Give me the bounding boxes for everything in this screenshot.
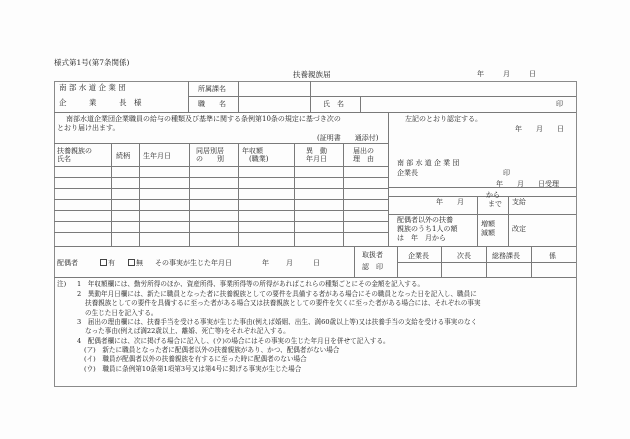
header-relation: 続柄 (116, 152, 130, 160)
table-row[interactable] (55, 178, 388, 188)
note-2-cont2: の生じた日を記入する。 (85, 309, 158, 317)
seal-box-staff[interactable] (532, 263, 575, 276)
received-date: 年 月 日受理 (496, 180, 559, 188)
period-ym: 年 月 (436, 198, 464, 206)
other-dependent-l1: 配偶者以外の扶養 (397, 216, 453, 224)
date-year-label: 年 (477, 70, 484, 78)
note-1: 1 年収額欄には、勤労所得のほか、資産所得、事業所得等の所得があればこれらの種類ごとにその金額を記入する。 (77, 280, 425, 288)
approval-text: 左記のとおり認定する。 (405, 115, 482, 123)
approval-seal: 印 (503, 169, 510, 177)
spouse-event-label: その事実が生じた年月日 (155, 259, 232, 267)
statement-line2: とおり届け出ます。 (57, 124, 120, 132)
position-field[interactable] (239, 97, 309, 111)
payment-label: 支給 (512, 198, 526, 206)
handler-col-director: 企業長 (408, 252, 429, 260)
spouse-yes-checkbox[interactable] (100, 259, 107, 266)
page-title: 扶養親族届 (293, 70, 331, 79)
applicant-seal-label: 印 (556, 100, 563, 108)
from-label: から (486, 191, 500, 199)
note-4-i: (イ) 職員が配偶者以外の扶養親族を有するに至った時に配偶者のない場合 (84, 355, 307, 363)
to-label: まで (488, 200, 502, 208)
note-2-cont: 扶養親族としての要件を具備するに至った者がある場合又は扶養親族としての要件を欠くに至った者がある場合には、それぞれの事実 (85, 299, 481, 307)
date-month-label: 月 (503, 70, 510, 78)
applicant-extra-field[interactable] (311, 82, 575, 95)
increase-label: 増額 (481, 220, 495, 228)
handler-col-deputy: 次長 (457, 252, 471, 260)
header-birthdate: 生年月日 (143, 152, 171, 160)
form-number: 様式第1号(第7条関係) (54, 58, 130, 67)
header-reason: 届出の 理 由 (353, 147, 374, 164)
seal-box-deputy[interactable] (442, 263, 485, 276)
handler-seal-label: 認 印 (362, 263, 383, 271)
statement-line1: 南部水道企業団企業職員の給与の種類及び基準に関する条例第10条の規定に基づき次の (66, 115, 341, 123)
date-day-label: 日 (529, 70, 536, 78)
dept-label: 所属課名 (198, 85, 226, 93)
spouse-event-year: 年 (262, 259, 269, 267)
table-row[interactable] (55, 222, 388, 232)
dept-field[interactable] (239, 82, 309, 95)
header-name: 扶養親族の 氏名 (57, 147, 92, 164)
seal-box-director[interactable] (398, 263, 440, 276)
revise-label: 改定 (512, 225, 526, 233)
position-label: 職 名 (198, 100, 226, 108)
note-3: 3 届出の理由欄には、扶養手当を受ける事実が生じた事由(例えば婚姻、出生、満60歳以上等)又は扶養手当の支給を受ける事実のなく (77, 318, 478, 326)
note-4-a: (ア) 新たに職員となった者に配偶者以外の扶養親族があり、かつ、配偶者がない場合 (84, 346, 340, 354)
note-3-cont: なった事由(例えば満22歳以上、離婚、死亡等)をそれぞれ記入する。 (85, 327, 290, 335)
approval-org: 南 部 水 道 企 業 団 (397, 159, 460, 167)
table-row[interactable] (55, 233, 388, 246)
addressee-title: 企 業 長 様 (59, 98, 142, 107)
table-row[interactable] (55, 211, 388, 221)
table-row[interactable] (55, 189, 388, 199)
decrease-label: 減額 (481, 229, 495, 237)
handler-col-general-affairs: 総務課長 (492, 252, 520, 260)
handler-label: 取扱者 (362, 251, 383, 259)
approval-title: 企業長 (397, 169, 418, 177)
spouse-no-option[interactable]: 無 (128, 259, 143, 267)
spouse-event-day: 日 (313, 259, 320, 267)
note-4: 4 配偶者欄には、次に掲げる場合に記入し、(ウ)の場合にはその事実の生じた年月日を併せて記入する。 (77, 337, 390, 345)
handler-col-staff: 係 (549, 252, 556, 260)
note-4-u: (ウ) 職員に条例第10条第1項第3号又は第4号に掲げる事実が生じた場合 (84, 365, 302, 373)
table-row[interactable] (55, 167, 388, 177)
table-row[interactable] (55, 200, 388, 210)
name-label: 氏 名 (323, 100, 344, 108)
other-dependent-l3: は 年 月から (397, 234, 446, 242)
approval-date: 年 月 日 (515, 125, 564, 133)
spouse-event-month: 月 (286, 259, 293, 267)
header-income: 年収額 (職業) (242, 147, 269, 164)
spouse-yes-option[interactable]: 有 (100, 259, 115, 267)
header-change-date: 異 動 年月日 (306, 147, 327, 164)
other-dependent-l2: 親族のうち1人の額 (397, 225, 458, 233)
note-2: 2 異動年月日欄には、新たに職員となった者に扶養親族としての要件を具備する者がある場合にその職員となった日を記入し、職員に (77, 290, 477, 298)
addressee-org: 南 部 水 道 企 業 団 (59, 83, 126, 92)
notes-prefix: 注) (57, 280, 67, 288)
spouse-no-checkbox[interactable] (128, 259, 135, 266)
name-field[interactable] (361, 97, 561, 111)
spouse-label: 配偶者 (57, 259, 78, 267)
header-cohabitation: 同居別居 の 別 (196, 147, 224, 164)
seal-box-general-affairs[interactable] (487, 263, 530, 276)
attachment-note: (証明書 通添付) (317, 134, 379, 142)
